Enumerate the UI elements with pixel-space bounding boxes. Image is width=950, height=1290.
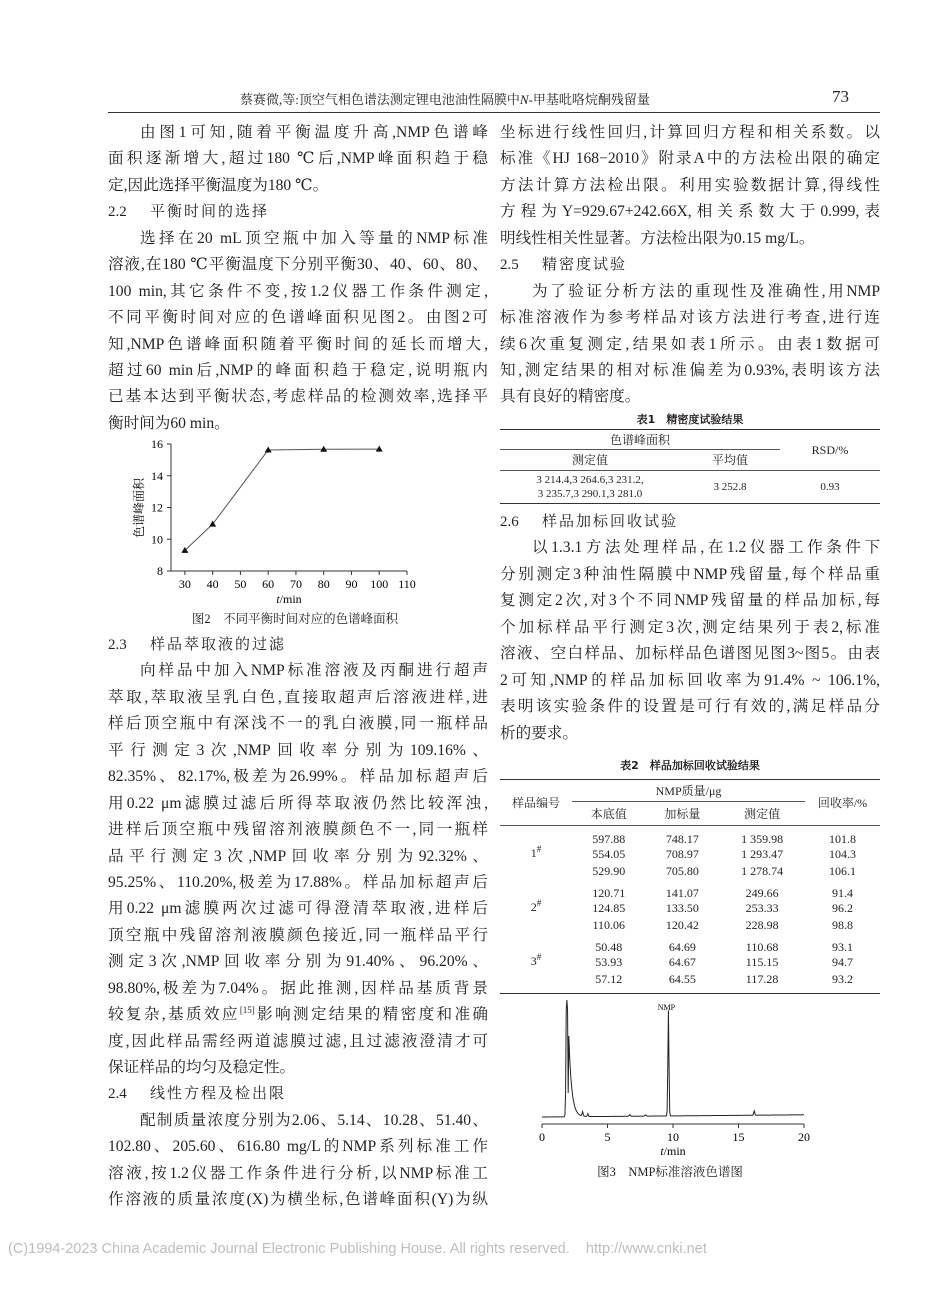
table-2	[500, 779, 880, 994]
table-cell: 91.4	[832, 885, 853, 900]
text-line: 复测定2次,对3个不同NMP残留量的样品加标,每	[500, 592, 880, 610]
series-line	[185, 449, 379, 550]
text-line: 知,NMP色谱峰面积随着平衡时间的延长而增大,	[108, 335, 488, 353]
x-tick-label: 10	[667, 1130, 679, 1144]
text-line: 溶液,在180 ℃平衡温度下分别平衡30、40、60、80、	[108, 256, 488, 274]
text-line: 由图1可知,随着平衡温度升高,NMP色谱峰	[140, 124, 488, 141]
text-line: 知,测定结果的相对标准偏差为0.93%,表明该方法	[500, 361, 880, 379]
sample-id: 1#	[530, 843, 542, 860]
x-tick-label: 30	[178, 577, 191, 591]
text-line: 超过60 min后,NMP的峰面积趋于稳定,说明瓶内	[108, 361, 488, 379]
section-number: 2.2	[108, 204, 127, 221]
section-heading-2.4	[108, 1081, 488, 1107]
cnki-link[interactable]: http://www.cnki.net	[585, 1241, 707, 1257]
table-1-caption: 表1 精密度试验结果	[636, 413, 744, 426]
table-cell: 50.48	[595, 939, 623, 954]
text-line: 定,因此选择平衡温度为180 ℃。	[108, 176, 329, 194]
table-cell: 748.17	[665, 831, 699, 846]
table-cell: 120.42	[665, 918, 699, 932]
text-line: 方法计算方法检出限。利用实验数据计算,得线性	[500, 176, 880, 194]
table-cell: 104.3	[829, 847, 856, 861]
table-cell: 124.85	[592, 901, 626, 915]
table-cell: 93.1	[832, 939, 853, 954]
text-line: 选择在20 mL顶空瓶中加入等量的NMP标准	[140, 229, 488, 247]
text-line: 为了验证分析方法的重现性及准确性,用NMP	[532, 282, 880, 300]
table-1-group-header: 色谱峰面积	[500, 430, 780, 450]
text-line: 标准《HJ 168−2010》附录A中的方法检出限的确定	[500, 150, 880, 168]
nmp-peak-label: NMP	[657, 1003, 676, 1012]
text-line: 表明该实验条件的设置是可行有效的,满足样品分	[500, 698, 880, 716]
figure-3-chromatogram	[520, 1000, 820, 1165]
sample-id: 2#	[530, 897, 542, 914]
section-title: 精密度试验	[542, 257, 628, 274]
section-number: 2.4	[108, 1086, 127, 1103]
text-line: 95.25%、110.20%,极差为17.88%。样品加标超声后	[108, 873, 488, 891]
text-line: 102.80、205.60、616.80 mg/L的NMP系列标准工作	[108, 1138, 488, 1156]
x-axis-label: t/min	[276, 592, 302, 606]
table-cell: 554.05	[592, 847, 626, 861]
section-number: 2.3	[108, 637, 127, 653]
table-cell: 253.33	[745, 901, 779, 915]
table-cell: 106.1	[829, 864, 856, 878]
section-heading-2.3	[108, 632, 488, 658]
table-cell: 117.28	[745, 972, 779, 986]
table-cell: 98.8	[832, 918, 853, 932]
copyright-text: (C)1994-2023 China Academic Journal Electronic Publishing House. All rights reserved.	[8, 1241, 570, 1257]
figure-2-chart	[125, 432, 425, 610]
text-line	[108, 1002, 488, 1028]
table-cell: 93.2	[832, 972, 853, 986]
text-line: 2可知,NMP的样品加标回收率为91.4% ~ 106.1%,	[500, 671, 880, 689]
text-line: 不同平衡时间对应的色谱峰面积见图2。由图2可	[108, 309, 488, 327]
table-row	[500, 826, 880, 846]
running-title-italic: N	[519, 92, 529, 107]
left-column-block-1	[108, 120, 488, 437]
text-line: 面积逐渐增大,超过180 ℃后,NMP峰面积趋于稳	[108, 150, 488, 168]
header-rule	[108, 112, 880, 113]
text-line: 续6次重复测定,结果如表1所示。由表1数据可	[500, 335, 880, 353]
section-title: 线性方程及检出限	[150, 1086, 287, 1103]
y-tick-label: 10	[151, 532, 163, 547]
text-line: 用0.22 μm滤膜两次过滤可得澄清萃取液,进样后	[108, 900, 488, 918]
text-line: 析的要求。	[500, 724, 578, 742]
table-1-col-rsd: RSD/%	[811, 443, 849, 457]
text-line: 82.35%、82.17%,极差为26.99%。样品加标超声后	[108, 768, 488, 786]
text-line: 个加标样品平行测定3次,测定结果列于表2,标准	[500, 618, 880, 636]
table-1-col-mean: 平均值	[711, 453, 748, 467]
text-line: 配制质量浓度分别为2.06、5.14、10.28、51.40、	[140, 1111, 488, 1129]
table-2-col-base: 本底值	[590, 806, 627, 821]
table-1	[500, 429, 880, 504]
table-2-col-spike: 加标量	[664, 806, 701, 821]
section-title: 样品萃取液的过滤	[150, 637, 287, 653]
section-title: 平衡时间的选择	[150, 204, 270, 221]
text-line: 已基本达到平衡状态,考虑样品的检测效率,选择平	[108, 388, 488, 406]
table-cell: 1 293.47	[741, 847, 784, 861]
text-line: 顶空瓶中残留溶剂液膜颜色接近,同一瓶样品平行	[108, 926, 488, 944]
table-cell: 94.7	[832, 955, 853, 969]
text-line: 测定3次,NMP回收率分别为91.40%、96.20%、	[108, 953, 488, 971]
table-cell: 249.66	[745, 885, 779, 900]
table-cell: 1 278.74	[741, 864, 784, 878]
x-tick-label: 5	[604, 1130, 611, 1144]
text-line: 以1.3.1方法处理样品,在1.2仪器工作条件下	[532, 539, 880, 557]
x-tick-label: 70	[289, 577, 302, 591]
table-cell: 228.98	[745, 918, 779, 932]
table-cell: 64.69	[668, 939, 696, 954]
table-cell: 141.07	[665, 885, 699, 900]
text-line: 保证样品的均匀及稳定性。	[108, 1059, 296, 1076]
data-point	[376, 446, 383, 452]
footer	[8, 1241, 707, 1257]
section-number: 2.5	[500, 257, 519, 274]
table-cell: 708.97	[665, 847, 699, 861]
text-line: 溶液、空白样品、加标样品色谱图见图3~图5。由表	[500, 645, 880, 663]
running-title-text-end: -甲基吡咯烷酮残留量	[528, 92, 650, 107]
text-span: 影响测定结果的精密度和准确	[254, 1006, 488, 1024]
text-line: 进样后顶空瓶中残留溶剂液膜颜色不一,同一瓶样	[108, 821, 488, 839]
text-line: 具有良好的精密度。	[500, 388, 641, 406]
table-cell: 53.93	[595, 955, 623, 969]
y-axis-label: 色谱峰面积	[132, 477, 146, 539]
x-tick-label: 20	[798, 1130, 810, 1144]
citation[interactable]: [15]	[239, 1004, 255, 1015]
text-line: 坐标进行线性回归,计算回归方程和相关系数。以	[500, 124, 880, 141]
x-tick-label: 0	[539, 1130, 545, 1144]
right-column-block-2	[500, 509, 880, 747]
section-heading-2.2	[108, 199, 488, 225]
table-1-mean: 3 252.8	[713, 481, 747, 493]
text-line: 萃取,萃取液呈乳白色,直接取超声后溶液进样,进	[108, 688, 488, 706]
table-row	[500, 880, 880, 900]
table-2-caption: 表2 样品加标回收试验结果	[620, 759, 760, 772]
left-column-block-2	[108, 632, 488, 1214]
x-tick-label: 50	[234, 577, 247, 591]
x-axis-label: t/min	[660, 1144, 686, 1158]
table-1-col-measured: 测定值	[571, 453, 608, 467]
text-line: 用0.22 μm滤膜过滤后所得萃取液仍然比较浑浊,	[108, 794, 488, 812]
text-line: 方程为Y=929.67+242.66X,相关系数大于0.999,表	[500, 203, 880, 221]
x-tick-label: 60	[262, 577, 275, 591]
text-line: 向样品中加入NMP标准溶液及丙酮进行超声	[140, 662, 488, 680]
text-line: 衡时间为60 min。	[108, 414, 230, 432]
figure-2-caption: 图2 不同平衡时间对应的色谱峰面积	[191, 612, 399, 626]
running-title	[240, 89, 650, 108]
table-cell: 96.2	[832, 901, 853, 915]
section-heading-2.5	[500, 252, 880, 278]
sample-id: 3#	[530, 951, 542, 968]
table-cell: 110.68	[745, 939, 779, 954]
chromatogram-trace	[542, 1000, 804, 1117]
text-line: 平行测定3次,NMP回收率分别为109.16%、	[108, 741, 488, 759]
section-heading-2.6	[500, 509, 880, 535]
x-tick-label: 100	[370, 577, 389, 591]
table-cell: 115.15	[745, 955, 779, 969]
table-cell: 120.71	[592, 885, 626, 900]
table-cell: 529.90	[592, 864, 626, 878]
running-title-text: 蔡赛微,等:顶空气相色谱法测定锂电池油性隔膜中	[240, 92, 520, 107]
table-cell: 101.8	[829, 831, 856, 846]
table-2-col-sample: 样品编号	[511, 795, 560, 810]
table-row	[500, 934, 880, 954]
text-line: 作溶液的质量浓度(X)为横坐标,色谱峰面积(Y)为纵	[108, 1191, 488, 1209]
table-1-rsd: 0.93	[820, 481, 840, 493]
x-tick-label: 80	[317, 577, 330, 591]
text-line: 度,因此样品需经两道滤膜过滤,且过滤液澄清才可	[108, 1032, 488, 1050]
measured-line-2: 3 235.7,3 290.1,3 281.0	[537, 488, 643, 500]
x-tick-label: 15	[732, 1130, 745, 1144]
y-tick-label: 14	[151, 468, 163, 483]
x-tick-label: 40	[206, 577, 219, 591]
text-line: 溶液,按1.2仪器工作条件进行分析,以NMP标准工	[108, 1164, 488, 1182]
right-column-block-1	[500, 120, 880, 411]
section-number: 2.6	[500, 514, 519, 530]
text-line: 98.80%,极差为7.04%。据此推测,因样品基质背景	[108, 979, 488, 997]
y-tick-label: 12	[151, 500, 163, 515]
page-number: 73	[832, 87, 849, 106]
table-cell: 133.50	[665, 901, 699, 915]
text-line: 标准溶液作为参考样品对该方法进行考查,进行连	[500, 309, 880, 327]
table-cell: 705.80	[665, 864, 699, 878]
table-cell: 57.12	[595, 972, 623, 986]
table-1-measured-values	[500, 471, 680, 504]
table-cell: 110.06	[592, 918, 626, 932]
text-line: 100 min,其它条件不变,按1.2仪器工作条件测定,	[108, 282, 488, 300]
table-cell: 64.55	[668, 972, 696, 986]
y-tick-label: 16	[151, 437, 163, 451]
text-line: 分别测定3种油性隔膜中NMP残留量,每个样品重	[500, 565, 880, 583]
y-tick-label: 8	[157, 564, 163, 578]
section-title: 样品加标回收试验	[542, 514, 679, 530]
text-span: 较复杂,基质效应	[108, 1006, 240, 1024]
x-tick-label: 90	[345, 577, 358, 591]
measured-line-1: 3 214.4,3 264.6,3 231.2,	[536, 474, 644, 486]
table-cell: 64.67	[668, 955, 696, 969]
table-2-col-recovery: 回收率/%	[817, 795, 868, 810]
table-2-col-found: 测定值	[744, 806, 781, 821]
figure-3-caption: 图3 NMP标准溶液色谱图	[597, 1165, 743, 1179]
text-line: 样后顶空瓶中有深浅不一的乳白液膜,同一瓶样品	[108, 715, 488, 733]
text-line: 品平行测定3次,NMP回收率分别为92.32%、	[108, 847, 488, 865]
table-cell: 597.88	[592, 831, 626, 846]
x-tick-label: 110	[398, 577, 416, 591]
table-cell: 1 359.98	[741, 831, 784, 846]
table-2-group-header: NMP质量/μg	[572, 780, 805, 802]
text-line: 明线性相关性显著。方法检出限为0.15 mg/L。	[500, 229, 815, 247]
